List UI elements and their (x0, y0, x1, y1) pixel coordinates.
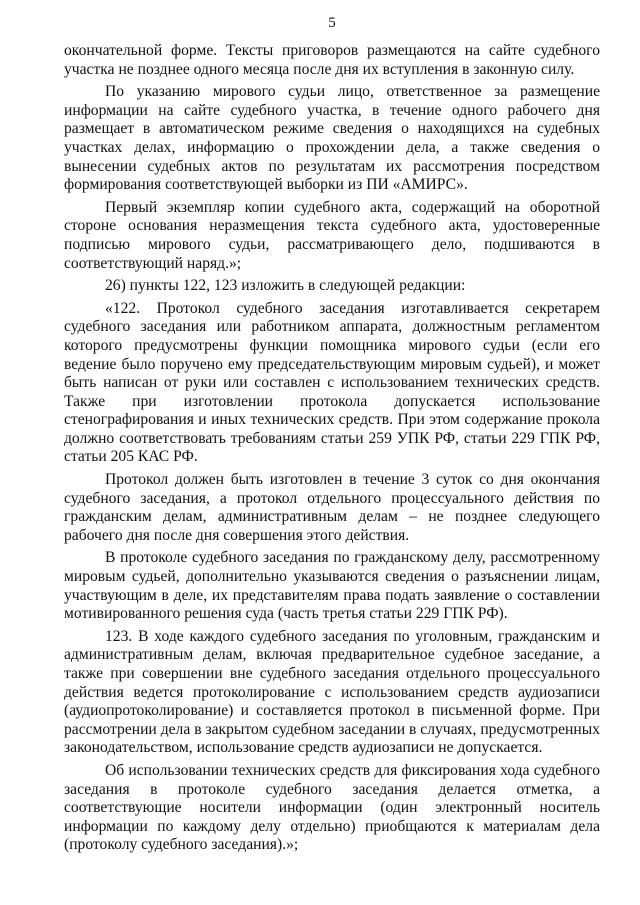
paragraph-site-publication: По указанию мирового судьи лицо, ответственное за размещение информации на сайте судебного участка, в течение одного рабочего дня размещает в автоматическом режиме сведения о находящихся на судебных участках делах, информацию о прохождении дела, а также сведения о вынесении судебных актов по результатам их рассмотрения посредством формирования соответствующей выборки из ПИ «АМИРС». (64, 83, 600, 194)
paragraph-technical-means: Об использовании технических средств для фиксирования хода судебного заседания в протоколе судебного заседания делается отметка, а соответствующие носители информации (один электронный носитель информации по каждому делу отдельно) приобщаются к материалам дела (протоколу судебного заседания).»; (64, 761, 600, 854)
paragraph-continuation: окончательной форме. Тексты приговоров размещаются на сайте судебного участка не позднее одного месяца после дня их вступления в законную силу. (64, 42, 600, 78)
paragraph-clause-123: 123. В ходе каждого судебного заседания по уголовным, гражданским и административным делам, включая предварительное судебное заседание, а также при совершении вне судебного заседания отдельного процессуального действия ведется протоколирование с использованием средств аудиозаписи (аудиопротоколирование) и составляется протокол в письменной форме. При рассмотрении дела в закрытом судебном заседании в случаях, предусмотренных законодательством, использование средств аудиозаписи не допускается. (64, 627, 600, 757)
paragraph-civil-case-protocol: В протоколе судебного заседания по гражданскому делу, рассмотренному мировым судьей, дополнительно указываются сведения о разъяснении лицам, участвующим в деле, их представителям права подать заявление о составлении мотивированного решения суда (часть третья статьи 229 ГПК РФ). (64, 549, 600, 623)
page-number: 5 (328, 15, 336, 31)
paragraph-first-copy: Первый экземпляр копии судебного акта, содержащий на оборотной стороне основания неразмещения текста судебного акта, удостоверенные подписью мирового судьи, рассматривающего дело, подшиваются в соответствующий наряд.»; (64, 198, 600, 272)
paragraph-item-26: 26) пункты 122, 123 изложить в следующей редакции: (105, 277, 466, 295)
paragraph-protocol-deadline: Протокол должен быть изготовлен в течение 3 суток со дня окончания судебного заседания, а протокол отдельного процессуального действия по гражданским делам, административным делам – не позднее следующего рабочего дня после дня совершения этого действия. (64, 471, 600, 544)
paragraph-clause-122: «122. Протокол судебного заседания изготавливается секретарем судебного заседания или работником аппарата, должностным регламентом которого предусмотрены функции помощника мирового судьи (если его ведение было поручено ему председательствующим мировым судьей), и может быть написан от руки или составлен с использованием технических средств. Также при изготовлении протокола допускается использование стенографирования и иных технических средств. При этом содержание прокола должно соответствовать требованиям статьи 259 УПК РФ, статьи 229 ГПК РФ, статьи 205 КАС РФ. (64, 299, 600, 466)
document-page (64, 0, 600, 859)
